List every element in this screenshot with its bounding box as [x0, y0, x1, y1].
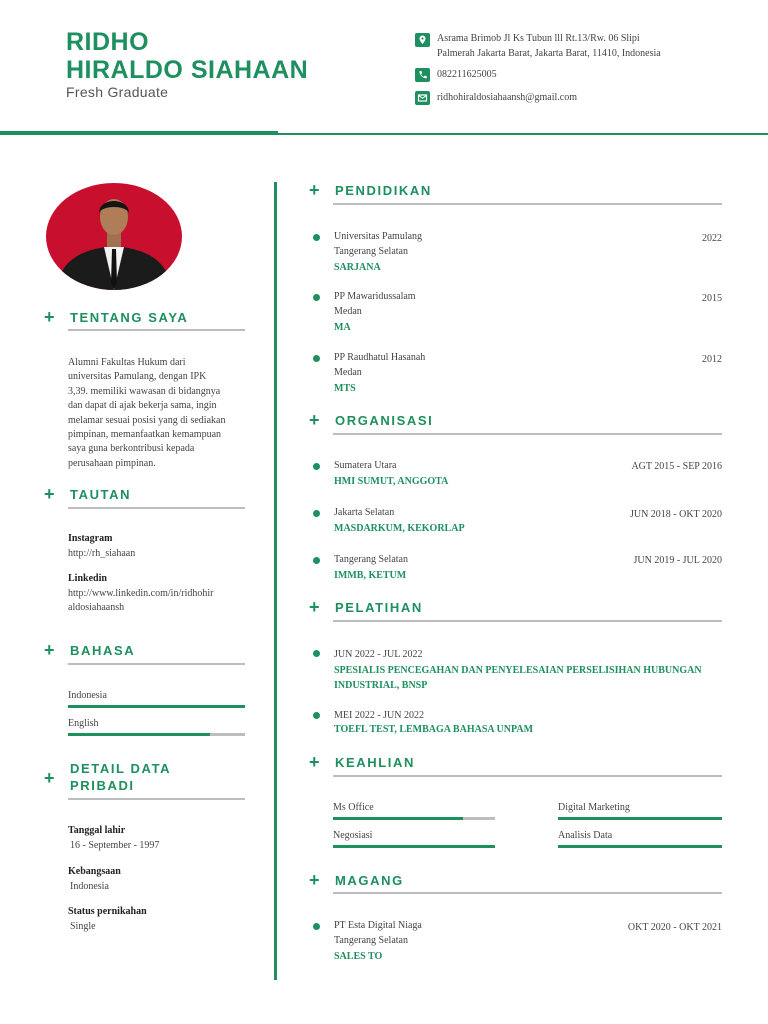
organization-role: MASDARKUM, KEKORLAP — [334, 523, 465, 534]
bullet-dot — [313, 712, 320, 719]
language-level-fill — [68, 733, 210, 736]
bullet-dot — [313, 923, 320, 930]
bullet-dot — [313, 294, 320, 301]
language-label: English — [68, 718, 99, 729]
internship-entry: PT Esta Digital Niaga Tangerang Selatan — [334, 920, 422, 946]
section-plus-icon: + — [44, 484, 55, 504]
education-degree: MTS — [334, 383, 356, 394]
nationality-label: Kebangsaan — [68, 866, 121, 877]
organization-place: Sumatera Utara — [334, 460, 397, 471]
bullet-dot — [313, 510, 320, 517]
language-label: Indonesia — [68, 690, 107, 701]
section-rule — [333, 620, 722, 622]
profile-photo — [46, 183, 182, 290]
bullet-dot — [313, 557, 320, 564]
skill-level-fill — [558, 817, 722, 820]
organization-role: IMMB, KETUM — [334, 570, 407, 581]
section-plus-icon: + — [44, 307, 55, 327]
section-plus-icon: + — [309, 597, 320, 617]
email-address: ridhohiraldosiahaansh@gmail.com — [437, 92, 578, 103]
training-name: TOEFL TEST, LEMBAGA BAHASA UNPAM — [334, 724, 534, 735]
section-plus-icon: + — [44, 640, 55, 660]
header-divider-thin — [278, 133, 768, 135]
linkedin-label: Linkedin — [68, 573, 107, 584]
birthdate-label: Tanggal lahir — [68, 825, 126, 836]
name-line-1: RIDHO — [66, 28, 150, 56]
section-title-magang: MAGANG — [335, 873, 404, 888]
section-rule — [68, 507, 245, 509]
nationality-value: Indonesia — [70, 881, 109, 892]
birthdate-value: 16 - September - 1997 — [70, 840, 160, 851]
organization-role: HMI SUMUT, ANGGOTA — [334, 476, 449, 487]
language-level-bar — [68, 733, 245, 736]
section-rule — [333, 203, 722, 205]
education-entry: PP Mawaridussalam Medan — [334, 291, 416, 317]
section-rule — [333, 775, 722, 777]
skill-level-bar — [333, 817, 495, 820]
organization-date: JUN 2018 - OKT 2020 — [629, 509, 722, 520]
section-title-bahasa: BAHASA — [70, 643, 136, 658]
section-title-tautan: TAUTAN — [70, 487, 132, 502]
section-title-detail: DETAIL DATA PRIBADI — [70, 761, 172, 793]
bullet-dot — [313, 463, 320, 470]
column-divider — [274, 182, 277, 980]
linkedin-link[interactable]: http://www.linkedin.com/in/ridhohir aldosiahaansh — [68, 588, 214, 613]
skill-label: Digital Marketing — [558, 802, 630, 813]
section-title-pelatihan: PELATIHAN — [335, 600, 423, 615]
section-plus-icon: + — [44, 768, 55, 788]
skill-label: Ms Office — [333, 802, 374, 813]
instagram-label: Instagram — [68, 533, 113, 544]
section-title-tentang: TENTANG SAYA — [70, 310, 189, 325]
education-year: 2022 — [702, 233, 722, 244]
language-level-bar — [68, 705, 245, 708]
training-date: MEI 2022 - JUN 2022 — [334, 710, 424, 721]
bullet-dot — [313, 234, 320, 241]
address-line-1: Asrama Brimob Jl Ks Tubun lll Rt.13/Rw. 06 Slipi — [437, 33, 640, 44]
location-icon — [415, 33, 430, 47]
marital-status-value: Single — [70, 921, 96, 932]
address-line-2: Palmerah Jakarta Barat, Jakarta Barat, 11410, Indonesia — [437, 48, 661, 59]
marital-status-label: Status pernikahan — [68, 906, 147, 917]
education-degree: MA — [334, 322, 351, 333]
organization-place: Tangerang Selatan — [334, 554, 408, 565]
name-line-2: HIRALDO SIAHAAN — [66, 56, 309, 84]
organization-place: Jakarta Selatan — [334, 507, 395, 518]
about-text: Alumni Fakultas Hukum dari universitas Pamulang, dengan IPK 3,39. memiliki wawasan di bidangnya dan dapat di ajak bekerja sama, ingin melamar sesuai posisi yang di sediakan pimpinan, memanfaatkan kemampuan saya guna berkontribusi kepada perusahaan pimpinan. — [68, 357, 226, 469]
education-entry: Universitas Pamulang Tangerang Selatan — [334, 231, 423, 257]
section-rule — [68, 798, 245, 800]
bullet-dot — [313, 355, 320, 362]
education-year: 2012 — [702, 354, 722, 365]
section-rule — [333, 433, 722, 435]
training-date: JUN 2022 - JUL 2022 — [334, 649, 423, 660]
organization-date: AGT 2015 - SEP 2016 — [631, 461, 722, 472]
job-title: Fresh Graduate — [66, 84, 169, 100]
skill-level-bar — [558, 845, 722, 848]
section-title-pendidikan: PENDIDIKAN — [335, 183, 432, 198]
education-year: 2015 — [702, 293, 722, 304]
section-rule — [68, 663, 245, 665]
section-plus-icon: + — [309, 180, 320, 200]
internship-role: SALES TO — [334, 951, 383, 962]
section-rule — [68, 329, 245, 331]
language-level-fill — [68, 705, 245, 708]
section-plus-icon: + — [309, 410, 320, 430]
phone-number: 082211625005 — [437, 69, 497, 80]
skill-level-fill — [333, 845, 495, 848]
email-icon — [415, 91, 430, 105]
training-name: SPESIALIS PENCEGAHAN DAN PENYELESAIAN PERSELISIHAN HUBUNGAN INDUSTRIAL, BNSP — [334, 665, 702, 691]
instagram-link[interactable]: http://rh_siahaan — [68, 548, 136, 559]
section-plus-icon: + — [309, 870, 320, 890]
section-title-organisasi: ORGANISASI — [335, 413, 434, 428]
skill-level-bar — [558, 817, 722, 820]
education-degree: SARJANA — [334, 262, 381, 273]
skill-level-bar — [333, 845, 495, 848]
header-divider-thick — [0, 131, 278, 135]
section-title-keahlian: KEAHLIAN — [335, 755, 415, 770]
section-rule — [333, 892, 722, 894]
phone-icon — [415, 68, 430, 82]
section-plus-icon: + — [309, 752, 320, 772]
skill-label: Negosiasi — [333, 830, 373, 841]
bullet-dot — [313, 650, 320, 657]
education-entry: PP Raudhatul Hasanah Medan — [334, 352, 426, 378]
skill-level-fill — [333, 817, 463, 820]
skill-label: Analisis Data — [558, 830, 613, 841]
organization-date: JUN 2019 - JUL 2020 — [633, 555, 722, 566]
skill-level-fill — [558, 845, 722, 848]
internship-date: OKT 2020 - OKT 2021 — [627, 922, 722, 933]
